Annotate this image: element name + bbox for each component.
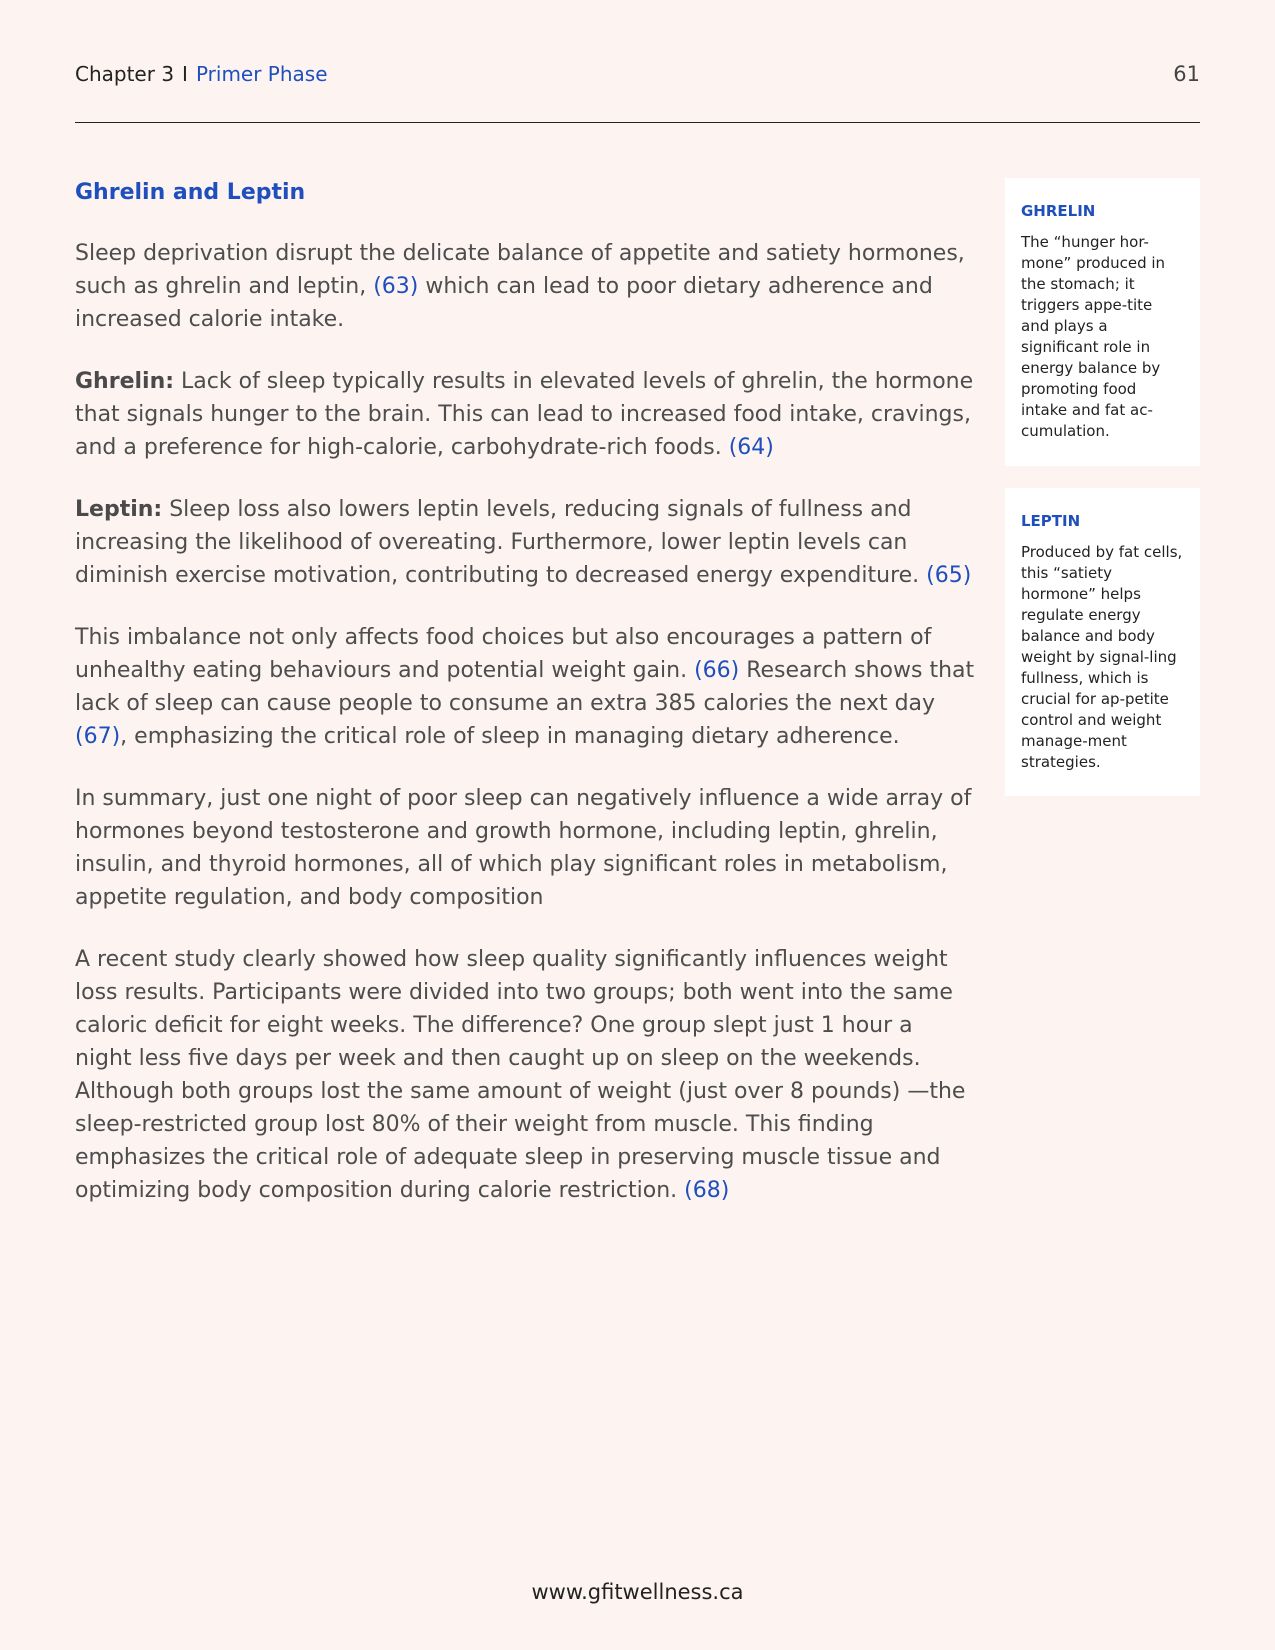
sidebar-box-title: GHRELIN [1021,202,1096,220]
citation-63[interactable]: (63) [373,274,419,299]
header-divider [75,122,1200,123]
citation-67[interactable]: (67) [75,724,121,749]
paragraph-imbalance [75,621,975,753]
page-header [75,62,1200,86]
leptin-label: Leptin: [75,497,163,522]
paragraph-text: which can lead to poor dietary adherence and increased calorie intake. [75,274,933,332]
page-number: 61 [1173,62,1200,86]
running-head [75,62,328,86]
section-heading: Ghrelin and Leptin [75,180,306,205]
paragraph-text: A recent study clearly showed how sleep quality significantly influences weight loss results. Participants were divided into two groups; both went into the same caloric deficit for eight weeks. The difference? One group slept just 1 hour a night less five days per week and then caught up on sleep on the weekends. Although both groups lost the same amount of weight (just over 8 pounds) —the sleep-restricted group lost 80% of their weight from muscle. This finding emphasizes the critical role of adequate sleep in preserving muscle tissue and optimizing body composition during calorie restriction. [75,947,966,1203]
paragraph-text: In summary, just one night of poor sleep can negatively influence a wide array of hormones beyond testosterone and growth hormone, including leptin, ghrelin, insulin, and thyroid hormones, all of which play significant roles in metabolism, appetite regulation, and body composition [75,786,972,910]
paragraph-text: Sleep deprivation disrupt the delicate balance of appetite and satiety hormones, such as ghrelin and leptin, [75,241,965,299]
citation-68[interactable]: (68) [684,1178,730,1203]
footer-url[interactable]: www.gfitwellness.ca [531,1580,744,1604]
sidebar-box-text: The “hunger hor-mone” produced in the stomach; it triggers appe-tite and plays a significant role in energy balance by promoting food intake and fat ac-cumulation. [1021,233,1166,440]
header-separator: I [182,62,188,86]
paragraph-intro [75,237,975,336]
page-footer [0,1580,1275,1604]
section-label: Primer Phase [195,62,328,86]
paragraph-text: Lack of sleep typically results in elevated levels of ghrelin, the hormone that signals hunger to the brain. This can lead to increased food intake, cravings, and a preference for high-calorie, carbohydrate-rich foods. [75,369,974,460]
main-content [75,180,975,1236]
ghrelin-label: Ghrelin: [75,369,175,394]
chapter-label: Chapter 3 [75,62,175,86]
paragraph-summary [75,782,975,914]
sidebar-box-leptin [1005,488,1200,796]
paragraph-ghrelin [75,365,975,464]
paragraph-text: This imbalance not only affects food choices but also encourages a pattern of unhealthy eating behaviours and potential weight gain. [75,625,932,683]
citation-66[interactable]: (66) [694,658,740,683]
paragraph-study [75,943,975,1207]
paragraph-text: Sleep loss also lowers leptin levels, reducing signals of fullness and increasing the likelihood of overeating. Furthermore, lower leptin levels can diminish exercise motivation, contributing to decreased energy expenditure. [75,497,927,588]
citation-64[interactable]: (64) [728,435,774,460]
paragraph-text: , emphasizing the critical role of sleep in managing dietary adherence. [120,724,900,749]
paragraph-leptin [75,493,975,592]
sidebar-box-title: LEPTIN [1021,512,1081,530]
sidebar-box-text: Produced by fat cells, this “satiety hormone” helps regulate energy balance and body weight by signal-ling fullness, which is crucial for ap-petite control and weight manage-ment strategies. [1021,543,1183,771]
paragraph-text: Research shows that lack of sleep can cause people to consume an extra 385 calories the next day [75,658,975,716]
citation-65[interactable]: (65) [926,563,972,588]
sidebar-box-ghrelin [1005,178,1200,466]
